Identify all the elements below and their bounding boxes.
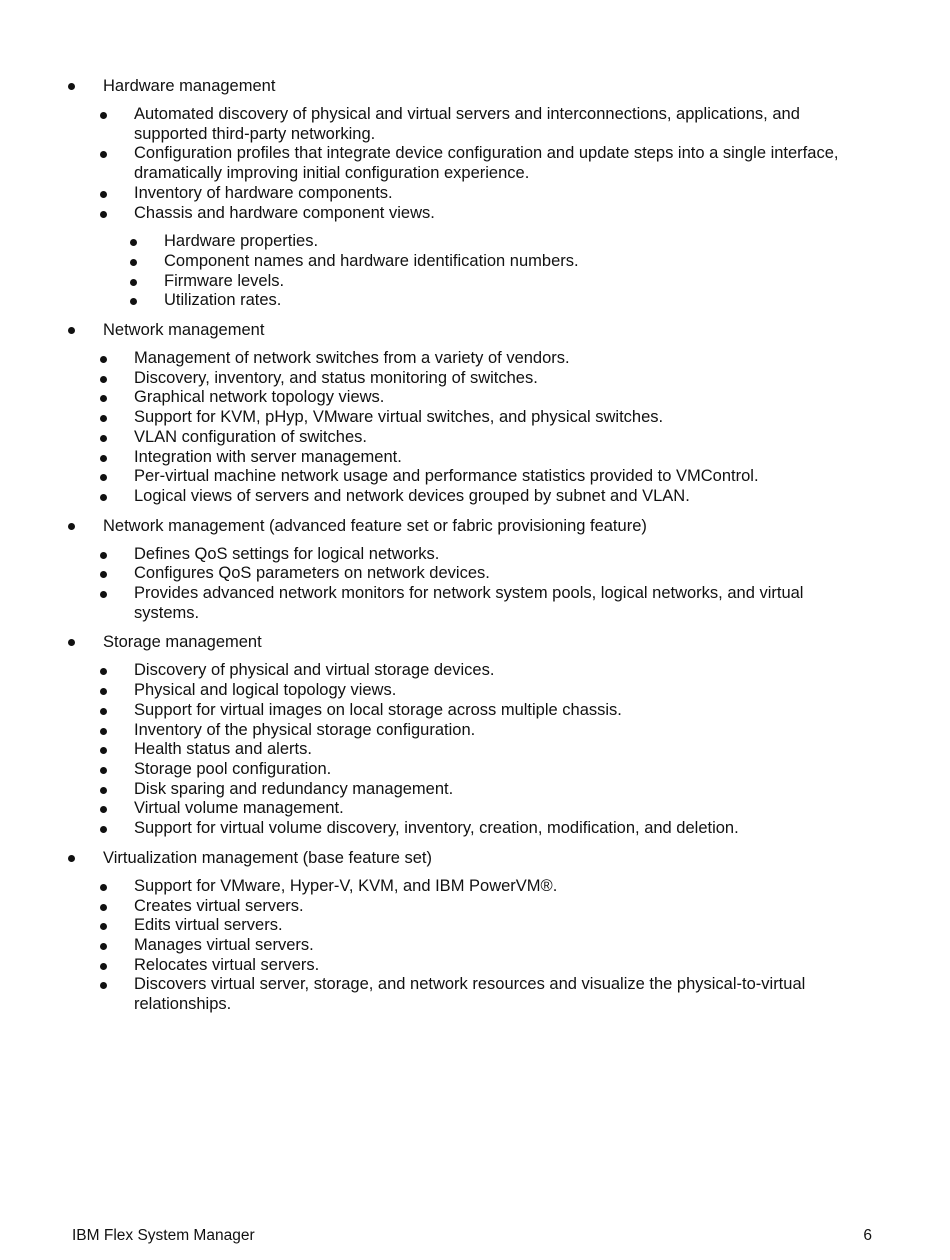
list-item-text: Inventory of the physical storage configuration.	[134, 720, 476, 739]
list-item	[0, 369, 950, 389]
bullet-icon	[100, 747, 107, 754]
list-item	[0, 897, 950, 917]
list-item	[0, 448, 950, 468]
bullet-icon	[100, 151, 107, 158]
bullet-icon	[100, 826, 107, 833]
list-item	[0, 584, 950, 623]
list-item	[0, 916, 950, 936]
list-item	[0, 184, 950, 204]
list-item	[0, 388, 950, 408]
document-body	[0, 76, 950, 1015]
list-item	[0, 721, 950, 741]
list-item-text: Logical views of servers and network devices grouped by subnet and VLAN.	[134, 486, 690, 505]
list-item-text: Configures QoS parameters on network devices.	[134, 564, 490, 583]
list-item-text: Support for VMware, Hyper-V, KVM, and IBM PowerVM®.	[134, 876, 558, 895]
list-item	[0, 740, 950, 760]
section-heading-text: Network management (advanced feature set or fabric provisioning feature)	[103, 516, 647, 535]
footer-title: IBM Flex System Manager	[72, 1227, 255, 1244]
bullet-icon	[100, 884, 107, 891]
bullet-icon	[100, 356, 107, 363]
bullet-icon	[68, 327, 75, 334]
list-item	[0, 545, 950, 565]
bullet-icon	[130, 239, 137, 246]
list-item-text: Disk sparing and redundancy management.	[134, 779, 454, 798]
list-item-text: Integration with server management.	[134, 447, 402, 466]
list-item	[0, 144, 950, 183]
bullet-icon	[100, 708, 107, 715]
bullet-icon	[100, 435, 107, 442]
bullet-icon	[100, 982, 107, 989]
section-heading-text: Storage management	[103, 633, 262, 652]
list-item	[0, 105, 950, 144]
bullet-icon	[68, 855, 75, 862]
bullet-icon	[100, 571, 107, 578]
list-item	[0, 975, 950, 1014]
bullet-icon	[100, 474, 107, 481]
list-item	[0, 681, 950, 701]
section-items	[0, 877, 950, 1015]
section-items	[0, 545, 950, 624]
bullet-icon	[100, 963, 107, 970]
list-item-text: Inventory of hardware components.	[134, 183, 393, 202]
page-number: 6	[863, 1227, 872, 1244]
list-item	[0, 956, 950, 976]
section-heading	[0, 320, 950, 340]
bullet-icon	[100, 767, 107, 774]
list-item-text: Manages virtual servers.	[134, 935, 314, 954]
section-heading-text: Hardware management	[103, 77, 276, 95]
list-item	[0, 799, 950, 819]
bullet-icon	[130, 259, 137, 266]
bullet-icon	[100, 904, 107, 911]
list-item	[0, 780, 950, 800]
list-item-text: Automated discovery of physical and virtual servers and interconnections, applications, and supported third-party networking.	[134, 105, 800, 143]
list-item	[0, 661, 950, 681]
list-item-text: VLAN configuration of switches.	[134, 427, 367, 446]
list-item	[0, 819, 950, 839]
section-heading-text: Virtualization management (base feature set)	[103, 848, 432, 867]
list-item-text: Storage pool configuration.	[134, 759, 332, 778]
bullet-icon	[100, 923, 107, 930]
section-heading-text: Network management	[103, 321, 265, 340]
bullet-icon	[100, 552, 107, 559]
section-item-list	[0, 661, 950, 838]
section-items	[0, 661, 950, 838]
list-item	[0, 408, 950, 428]
section-heading	[0, 516, 950, 536]
bullet-icon	[100, 728, 107, 735]
list-item	[0, 760, 950, 780]
bullet-icon	[100, 415, 107, 422]
bullet-icon	[68, 639, 75, 646]
list-item	[0, 467, 950, 487]
bullet-icon	[68, 523, 75, 530]
list-item-text: Graphical network topology views.	[134, 388, 385, 407]
sub-list-item	[0, 252, 950, 272]
section-items	[0, 105, 950, 311]
bullet-icon	[100, 806, 107, 813]
section-heading	[0, 632, 950, 652]
bullet-icon	[100, 211, 107, 218]
sub-list-item-text: Component names and hardware identification numbers.	[164, 251, 579, 270]
section-item-list	[0, 545, 950, 624]
bullet-icon	[100, 943, 107, 950]
sub-list-item-text: Firmware levels.	[164, 271, 285, 290]
list-item-text: Edits virtual servers.	[134, 916, 283, 935]
list-item-text: Defines QoS settings for logical networks.	[134, 544, 440, 563]
list-item	[0, 204, 950, 224]
sub-list-item	[0, 291, 950, 311]
list-item	[0, 564, 950, 584]
list-item-text: Physical and logical topology views.	[134, 681, 397, 700]
bullet-icon	[100, 688, 107, 695]
list-item-text: Relocates virtual servers.	[134, 955, 320, 974]
sub-list-item	[0, 232, 950, 252]
list-item	[0, 487, 950, 507]
list-item-text: Support for KVM, pHyp, VMware virtual switches, and physical switches.	[134, 408, 664, 427]
subitem-group	[0, 232, 950, 311]
list-item-text: Creates virtual servers.	[134, 896, 304, 915]
list-item-text: Chassis and hardware component views.	[134, 203, 435, 222]
list-item-text: Management of network switches from a variety of vendors.	[134, 349, 570, 368]
section-items	[0, 349, 950, 507]
list-item-text: Configuration profiles that integrate device configuration and update steps into a single interface, dramatically improving initial configuration experience.	[134, 144, 839, 183]
section-item-list	[0, 105, 950, 311]
bullet-icon	[100, 787, 107, 794]
list-item	[0, 349, 950, 369]
list-item	[0, 701, 950, 721]
subitem-list	[0, 232, 950, 311]
list-item-text: Provides advanced network monitors for network system pools, logical networks, and virtual systems.	[134, 584, 804, 622]
list-item-text: Virtual volume management.	[134, 799, 344, 818]
section-item-list	[0, 349, 950, 507]
bullet-icon	[100, 191, 107, 198]
bullet-icon	[100, 591, 107, 598]
sub-list-item-text: Utilization rates.	[164, 291, 282, 310]
bullet-icon	[100, 112, 107, 119]
bullet-icon	[100, 668, 107, 675]
list-item-text: Support for virtual images on local storage across multiple chassis.	[134, 700, 622, 719]
list-item	[0, 428, 950, 448]
list-item	[0, 877, 950, 897]
sub-list-item-text: Hardware properties.	[164, 232, 319, 251]
bullet-icon	[130, 298, 137, 305]
list-item	[0, 936, 950, 956]
bullet-icon	[100, 494, 107, 501]
list-item-text: Support for virtual volume discovery, inventory, creation, modification, and deletion.	[134, 819, 739, 838]
section-heading	[0, 848, 950, 868]
list-item-text: Health status and alerts.	[134, 740, 312, 759]
bullet-icon	[100, 395, 107, 402]
sub-list-item	[0, 272, 950, 292]
section-heading	[0, 76, 950, 96]
bullet-icon	[100, 376, 107, 383]
list-item-text: Per-virtual machine network usage and performance statistics provided to VMControl.	[134, 467, 759, 486]
list-item-text: Discovery, inventory, and status monitoring of switches.	[134, 368, 538, 387]
list-item-text: Discovery of physical and virtual storage devices.	[134, 661, 495, 680]
bullet-icon	[68, 83, 75, 90]
bullet-icon	[130, 279, 137, 286]
section-item-list	[0, 877, 950, 1015]
section-list	[0, 76, 950, 1015]
bullet-icon	[100, 455, 107, 462]
list-item-text: Discovers virtual server, storage, and network resources and visualize the physical-to-virtual relationships.	[134, 975, 806, 1014]
